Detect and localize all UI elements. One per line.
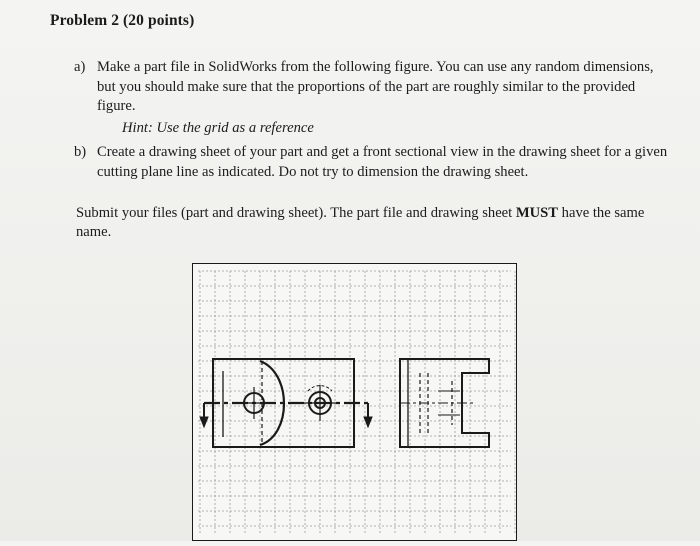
part-a: [74, 58, 674, 117]
hint-text: Hint: Use the grid as a reference: [122, 120, 314, 136]
figure-svg: [192, 263, 517, 541]
submit-text-before: Submit your files (part and drawing sheet). The part file and drawing sheet: [76, 205, 516, 221]
engineering-figure: [192, 263, 517, 541]
part-a-text: Make a part file in SolidWorks from the following figure. You can use any random dimensions, but you should make sure that the proportions of the part are roughly similar to the provided figure.: [97, 59, 654, 114]
submit-instructions: [76, 204, 676, 242]
problem-title: Problem 2 (20 points): [50, 12, 195, 29]
part-b: [74, 143, 674, 182]
part-b-text: Create a drawing sheet of your part and get a front sectional view in the drawing sheet for a given cutting plane line as indicated. Do not try to dimension the drawing sheet.: [97, 144, 668, 180]
submit-text-after: have the same name.: [76, 205, 645, 240]
submit-emphasis: MUST: [515, 205, 559, 221]
part-a-marker: a): [74, 59, 86, 75]
part-b-marker: b): [74, 144, 87, 160]
